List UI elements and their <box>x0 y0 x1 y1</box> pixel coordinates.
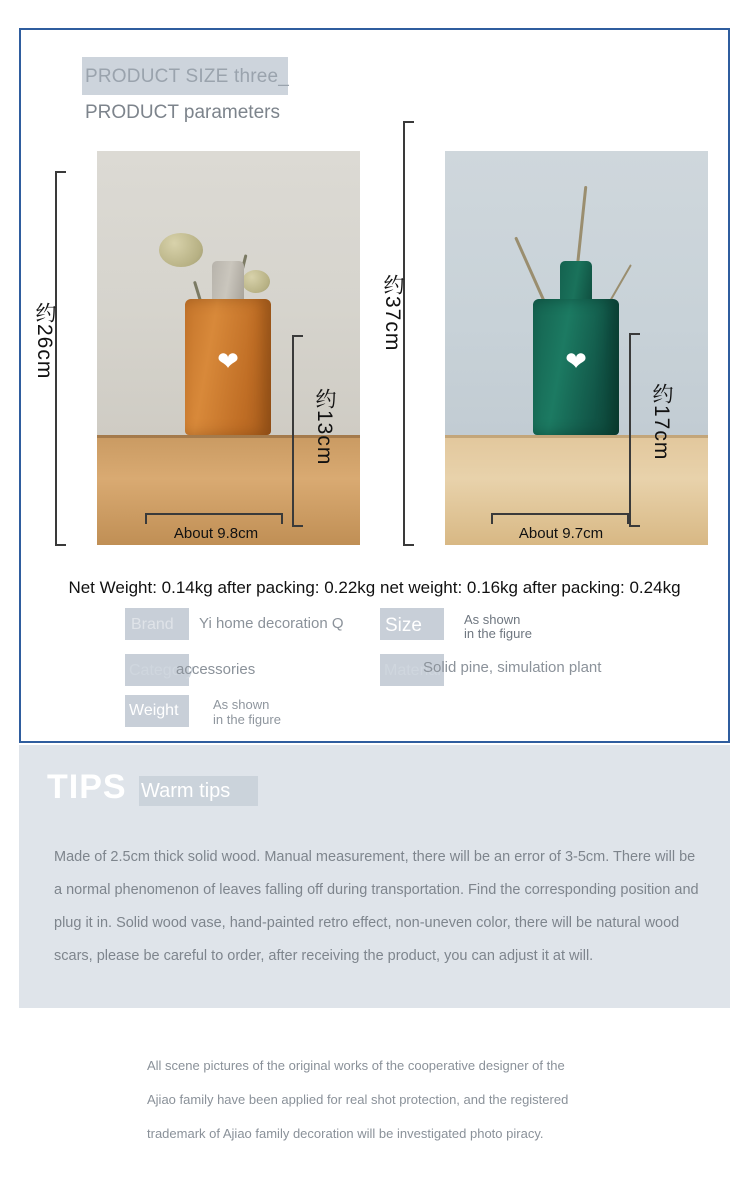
copyright-line-2: Ajiao family have been applied for real shot protection, and the registered <box>147 1092 569 1107</box>
tips-warm-label: Warm tips <box>141 780 231 802</box>
spec-label-size: Size <box>385 615 422 636</box>
scene-right <box>445 151 708 545</box>
heart-icon: ❤ <box>565 345 587 376</box>
spec-label-weight: Weight <box>129 702 179 719</box>
header-title-secondary: PRODUCT parameters <box>85 102 280 123</box>
scene-left <box>97 151 360 545</box>
spec-label-material: Material <box>384 662 441 679</box>
spec-value-brand: Yi home decoration Q <box>199 615 344 632</box>
dimension-bar-right-inner <box>629 333 631 527</box>
product-photo-orange <box>97 151 360 545</box>
dimension-label-left-inner: 约13cm <box>313 388 336 466</box>
dimension-label-right-width: About 9.7cm <box>518 525 604 542</box>
dimension-bar-right-width <box>491 513 629 515</box>
vase-green-neck <box>560 261 592 303</box>
spec-value-category: accessories <box>176 661 256 678</box>
spec-value-weight-line2: in the figure <box>213 712 281 727</box>
header-title-primary: PRODUCT SIZE three_ <box>85 66 290 87</box>
dimension-label-right-outer: 约37cm <box>381 274 404 352</box>
vase-orange-neck <box>212 261 244 303</box>
spec-label-brand: Brand <box>131 616 174 633</box>
dimension-label-left-outer: 约26cm <box>33 302 56 380</box>
heart-icon: ❤ <box>217 345 239 376</box>
dimension-bar-left-width <box>145 513 283 515</box>
spec-value-size-line2: in the figure <box>464 626 532 641</box>
product-photo-green <box>445 151 708 545</box>
vase-orange-body <box>185 299 271 435</box>
tips-body-text: Made of 2.5cm thick solid wood. Manual measurement, there will be an error of 3-5cm. There will be a normal phenomenon of leaves falling off during transportation. Find the corresponding position and plug it in. Solid wood vase, hand-painted retro effect, non-uneven color, there will be natural wood scars, please be careful to order, after receiving the product, you can adjust it at will. <box>54 849 699 964</box>
dimension-bar-left-inner <box>292 335 294 527</box>
spec-value-size-line1: As shown <box>464 612 521 627</box>
tips-heading: TIPS <box>47 768 127 806</box>
seed-pod-small <box>242 270 270 293</box>
product-size-panel <box>19 28 730 743</box>
copyright-line-1: All scene pictures of the original works of the cooperative designer of the <box>147 1058 565 1073</box>
seed-pod-large <box>159 233 203 267</box>
net-weight-text: Net Weight: 0.14kg after packing: 0.22kg net weight: 0.16kg after packing: 0.24kg <box>68 578 681 597</box>
dimension-label-right-inner: 约17cm <box>650 383 673 461</box>
dimension-label-left-width: About 9.8cm <box>173 525 259 542</box>
spec-value-material: Solid pine, simulation plant <box>423 659 602 676</box>
spec-label-category: Category <box>129 662 194 679</box>
vase-green-body <box>533 299 619 435</box>
spec-value-weight-line1: As shown <box>213 697 270 712</box>
copyright-line-3: trademark of Ajiao family decoration will be investigated photo piracy. <box>147 1126 544 1141</box>
copyright-note <box>147 1049 607 1151</box>
